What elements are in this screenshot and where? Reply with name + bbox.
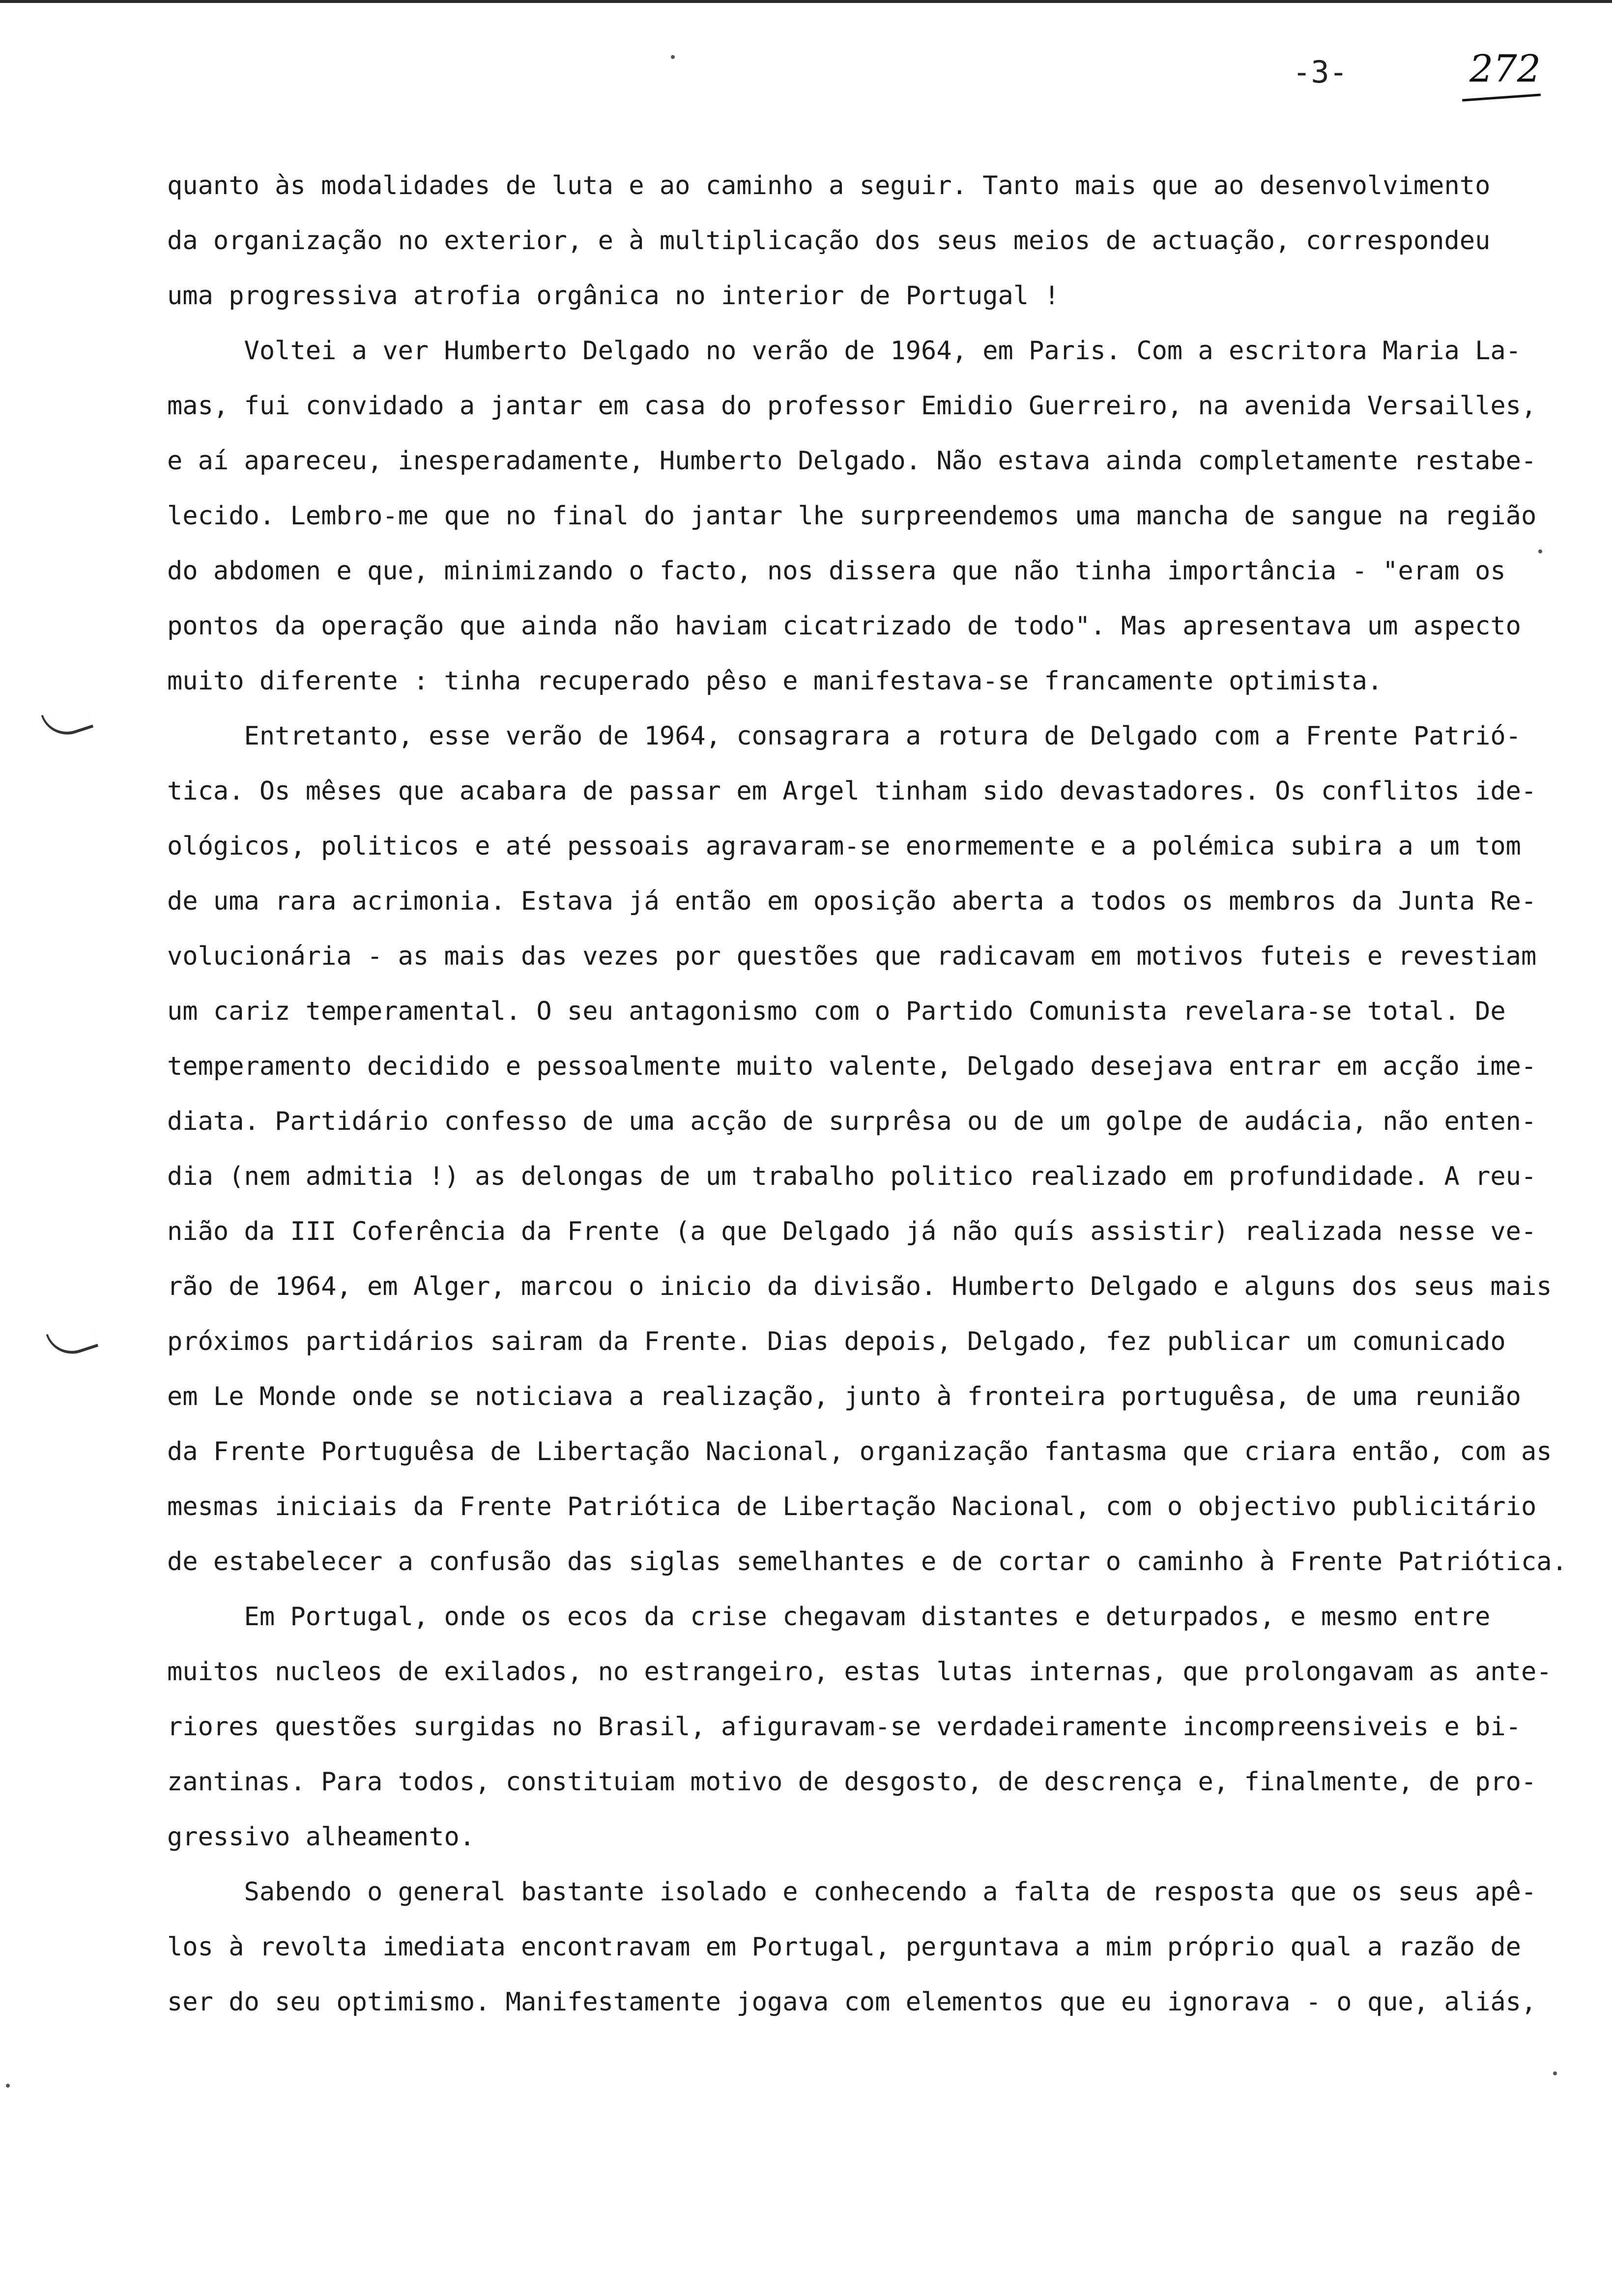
text-line: Entretanto, esse verão de 1964, consagrara a rotura de Delgado com a Frente Patrió-: [167, 721, 1521, 751]
text-line: um cariz temperamental. O seu antagonismo com o Partido Comunista revelara-se total. De: [167, 997, 1506, 1026]
text-line: nião da III Coferência da Frente (a que Delgado já não quís assistir) realizada nesse ve-: [167, 1217, 1537, 1246]
text-line: do abdomen e que, minimizando o facto, nos dissera que não tinha importância - "eram os: [167, 556, 1506, 586]
text-line: da Frente Portuguêsa de Libertação Nacional, organização fantasma que criara então, com as: [167, 1437, 1552, 1466]
text-line: rão de 1964, em Alger, marcou o inicio da divisão. Humberto Delgado e alguns dos seus mais: [167, 1272, 1552, 1301]
text-line: riores questões surgidas no Brasil, afiguravam-se verdadeiramente incompreensiveis e bi-: [167, 1712, 1521, 1742]
text-line: diata. Partidário confesso de uma acção de surprêsa ou de um golpe de audácia, não enten-: [167, 1107, 1537, 1136]
text-line: de estabelecer a confusão das siglas semelhantes e de cortar o caminho à Frente Patriótica.: [167, 1547, 1567, 1577]
typewritten-body: [167, 158, 1592, 2030]
paper-speck: [6, 2084, 10, 2088]
text-line: próximos partidários sairam da Frente. Dias depois, Delgado, fez publicar um comunicado: [167, 1327, 1506, 1356]
handwritten-folio-number: 272: [1469, 47, 1541, 90]
text-line: em Le Monde onde se noticiava a realização, junto à fronteira portuguêsa, de uma reunião: [167, 1382, 1521, 1411]
top-edge-rule: [0, 0, 1612, 3]
margin-pencil-mark: [41, 701, 94, 742]
paper-speck: [671, 55, 675, 59]
text-line: los à revolta imediata encontravam em Portugal, perguntava a mim próprio qual a razão de: [167, 1932, 1521, 1962]
text-line: mesmas iniciais da Frente Patriótica de Libertação Nacional, com o objectivo publicitário: [167, 1492, 1537, 1521]
margin-pencil-mark: [46, 1320, 99, 1361]
text-line: muito diferente : tinha recuperado pêso e manifestava-se francamente optimista.: [167, 666, 1383, 696]
text-line: volucionária - as mais das vezes por questões que radicavam em motivos futeis e revestiam: [167, 942, 1537, 971]
text-line: dia (nem admitia !) as delongas de um trabalho politico realizado em profundidade. A reu-: [167, 1162, 1537, 1191]
text-line: zantinas. Para todos, constituiam motivo de desgosto, de descrença e, finalmente, de pro-: [167, 1767, 1537, 1797]
folio-underline: [1462, 93, 1541, 101]
text-line: muitos nucleos de exilados, no estrangeiro, estas lutas internas, que prolongavam as ante-: [167, 1657, 1552, 1687]
text-line: ser do seu optimismo. Manifestamente jogava com elementos que eu ignorava - o que, aliás,: [167, 1987, 1537, 2017]
text-line: de uma rara acrimonia. Estava já então em oposição aberta a todos os membros da Junta Re-: [167, 887, 1537, 916]
text-line: tica. Os mêses que acabara de passar em Argel tinham sido devastadores. Os conflitos ide-: [167, 776, 1537, 806]
page-number: -3-: [1293, 54, 1348, 90]
paper-speck: [1553, 2071, 1557, 2075]
text-line: e aí apareceu, inesperadamente, Humberto Delgado. Não estava ainda completamente restabe-: [167, 446, 1537, 476]
text-line: quanto às modalidades de luta e ao caminho a seguir. Tanto mais que ao desenvolvimento: [167, 171, 1491, 201]
text-line: gressivo alheamento.: [167, 1822, 475, 1852]
text-line: uma progressiva atrofia orgânica no interior de Portugal !: [167, 281, 1060, 311]
text-line: Em Portugal, onde os ecos da crise chegavam distantes e deturpados, e mesmo entre: [167, 1602, 1491, 1632]
text-line: temperamento decidido e pessoalmente muito valente, Delgado desejava entrar em acção ime-: [167, 1052, 1537, 1081]
text-line: da organização no exterior, e à multiplicação dos seus meios de actuação, correspondeu: [167, 226, 1491, 256]
text-line: Voltei a ver Humberto Delgado no verão de 1964, em Paris. Com a escritora Maria La-: [167, 336, 1521, 366]
text-line: pontos da operação que ainda não haviam cicatrizado de todo". Mas apresentava um aspecto: [167, 611, 1521, 641]
text-line: Sabendo o general bastante isolado e conhecendo a falta de resposta que os seus apê-: [167, 1877, 1537, 1907]
text-line: ológicos, politicos e até pessoais agravaram-se enormemente e a polémica subira a um tom: [167, 832, 1521, 861]
text-line: mas, fui convidado a jantar em casa do professor Emidio Guerreiro, na avenida Versailles,: [167, 391, 1537, 421]
text-line: lecido. Lembro-me que no final do jantar lhe surpreendemos uma mancha de sangue na região: [167, 501, 1537, 531]
